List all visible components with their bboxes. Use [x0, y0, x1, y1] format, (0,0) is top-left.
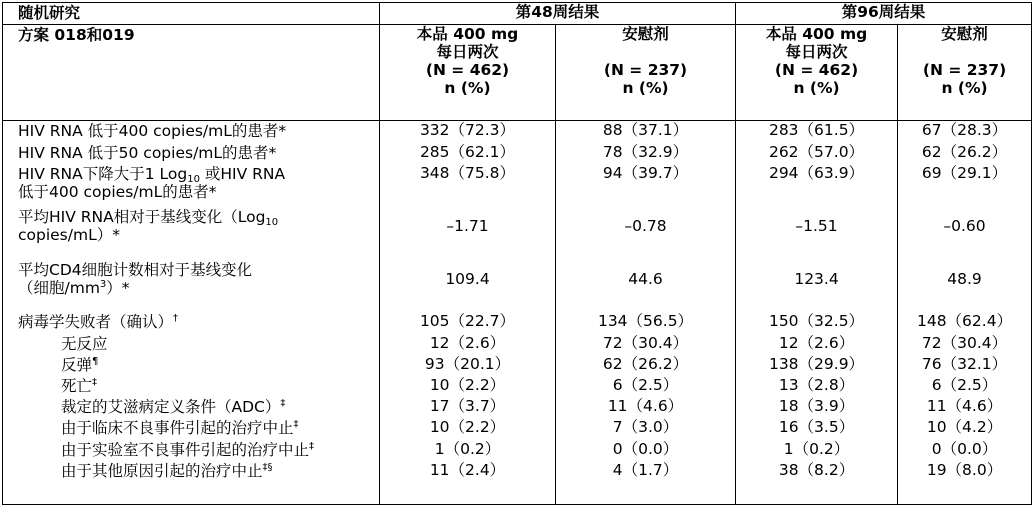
col-placebo-48: 安慰剂 (N = 237) n (%) — [556, 25, 736, 121]
cell-drug-96: 294（63.9） — [768, 163, 865, 182]
table-row — [3, 334, 1032, 355]
cell-placebo-48: 134（56.5） — [556, 312, 736, 333]
header-week96: 第96周结果 — [736, 3, 1032, 25]
row-label: 死亡‡ — [3, 376, 380, 397]
table-footer-space — [3, 482, 1032, 504]
table-row — [3, 143, 1032, 164]
table-row — [3, 418, 1032, 439]
table-row — [3, 121, 1032, 143]
cell-placebo-48: 11（4.6） — [556, 397, 736, 418]
cell-placebo-96: 62（26.2） — [898, 143, 1032, 164]
cell-drug-96: 16（3.5） — [778, 418, 855, 437]
cell-drug-96: 150（32.5） — [768, 312, 865, 331]
cell-placebo-48: 6（2.5） — [556, 376, 736, 397]
cell-placebo-96: –0.60 — [898, 207, 1032, 260]
cell-drug-48: 285（62.1） — [380, 143, 556, 164]
cell-drug-96: 13（2.8） — [778, 375, 855, 394]
col-placebo-96: 安慰剂 (N = 237) n (%) — [898, 25, 1032, 121]
header-title-line1: 随机研究 — [3, 3, 380, 25]
cell-placebo-96: 148（62.4） — [898, 312, 1032, 333]
row-label: 裁定的艾滋病定义条件（ADC）‡ — [3, 397, 380, 418]
cell-placebo-96: 19（8.0） — [898, 461, 1032, 482]
col-drug-96: 本品 400 mg 每日两次 (N = 462) n (%) — [736, 25, 898, 121]
cell-drug-96: 283（61.5） — [768, 121, 865, 140]
cell-drug-96: 123.4 — [794, 269, 839, 288]
cell-placebo-48: –0.78 — [556, 207, 736, 260]
cell-placebo-96: 10（4.2） — [898, 418, 1032, 439]
row-label: 无反应 — [3, 334, 380, 355]
row-label: HIV RNA 低于400 copies/mL的患者* — [3, 121, 380, 143]
cell-placebo-48: 88（37.1） — [556, 121, 736, 143]
row-label: 反弹¶ — [3, 355, 380, 376]
table-row — [3, 207, 1032, 260]
cell-drug-48: 105（22.7） — [380, 312, 556, 333]
cell-drug-48: 17（3.7） — [380, 397, 556, 418]
table-row — [3, 355, 1032, 376]
row-label: 病毒学失败者（确认）† — [3, 312, 380, 333]
cell-drug-48: 11（2.4） — [380, 461, 556, 482]
cell-placebo-96: 69（29.1） — [898, 164, 1032, 207]
cell-placebo-96: 67（28.3） — [898, 121, 1032, 143]
cell-placebo-96: 6（2.5） — [898, 376, 1032, 397]
cell-drug-96: 38（8.2） — [778, 460, 855, 479]
cell-placebo-48: 94（39.7） — [556, 164, 736, 207]
cell-placebo-96: 48.9 — [898, 260, 1032, 313]
cell-placebo-48: 7（3.0） — [556, 418, 736, 439]
cell-drug-48: 332（72.3） — [380, 121, 556, 143]
cell-drug-96: 262（57.0） — [768, 142, 865, 161]
cell-placebo-48: 0（0.0） — [556, 440, 736, 461]
table-row — [3, 440, 1032, 461]
cell-drug-48: –1.71 — [380, 207, 556, 260]
table-row — [3, 376, 1032, 397]
header-week48: 第48周结果 — [380, 3, 736, 25]
cell-drug-96: 1（0.2） — [783, 439, 850, 458]
cell-drug-96: –1.51 — [795, 217, 838, 236]
cell-placebo-48: 78（32.9） — [556, 143, 736, 164]
cell-placebo-48: 62（26.2） — [556, 355, 736, 376]
table-row — [3, 312, 1032, 333]
col-drug-48: 本品 400 mg 每日两次 (N = 462) n (%) — [380, 25, 556, 121]
row-label: HIV RNA 低于50 copies/mL的患者* — [3, 143, 380, 164]
cell-placebo-48: 44.6 — [556, 260, 736, 313]
cell-placebo-48: 72（30.4） — [556, 334, 736, 355]
cell-drug-48: 1（0.2） — [380, 440, 556, 461]
cell-placebo-96: 76（32.1） — [898, 355, 1032, 376]
cell-drug-48: 348（75.8） — [380, 164, 556, 207]
cell-drug-96: 138（29.9） — [768, 354, 865, 373]
cell-placebo-48: 4（1.7） — [556, 461, 736, 482]
results-table — [2, 2, 1032, 505]
row-label: 平均HIV RNA相对于基线变化（Log$_{10}$ copies/mL）* — [3, 207, 380, 260]
cell-drug-48: 109.4 — [380, 260, 556, 313]
row-label: 平均CD4细胞计数相对于基线变化 （细胞$/mm^3)*$ — [3, 260, 380, 313]
cell-drug-48: 10（2.2） — [380, 418, 556, 439]
row-label: 由于实验室不良事件引起的治疗中止‡ — [3, 440, 380, 461]
cell-drug-48: 10（2.2） — [380, 376, 556, 397]
header-title-line2: 方案 018和019 — [3, 25, 380, 121]
cell-drug-96: 18（3.9） — [778, 397, 855, 416]
cell-placebo-96: 11（4.6） — [898, 397, 1032, 418]
cell-placebo-96: 72（30.4） — [898, 334, 1032, 355]
cell-drug-48: 12（2.6） — [380, 334, 556, 355]
row-label: HIV RNA下降大于1 Log$_{10}$ 或HIV RNA 低于400 copies/mL的患者* — [3, 164, 380, 207]
table-row — [3, 260, 1032, 313]
row-label: 由于临床不良事件引起的治疗中止‡ — [3, 418, 380, 439]
cell-drug-96: 12（2.6） — [778, 333, 855, 352]
table-row — [3, 461, 1032, 482]
table-row — [3, 164, 1032, 207]
cell-drug-48: 93（20.1） — [380, 355, 556, 376]
row-label: 由于其他原因引起的治疗中止‡§ — [3, 461, 380, 482]
cell-placebo-96: 0（0.0） — [898, 440, 1032, 461]
table-row — [3, 397, 1032, 418]
